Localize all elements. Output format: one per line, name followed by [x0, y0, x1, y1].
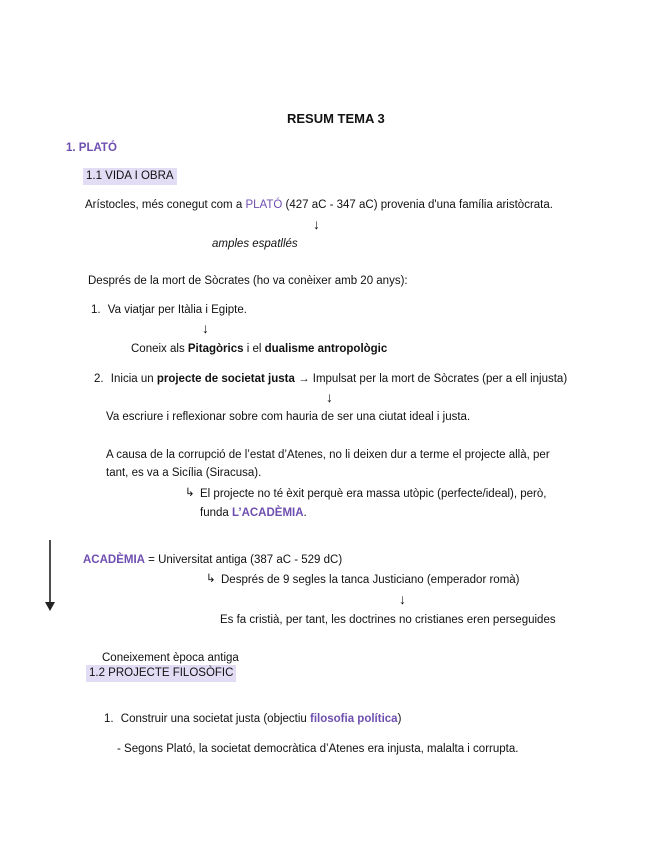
knowledge-note: Coneixement època antiga [102, 652, 239, 664]
utopic-pre: funda [200, 507, 232, 519]
bio-pre: Arístocles, més conegut com a [85, 199, 246, 211]
item-2-pre: Inicia un [110, 373, 157, 385]
christian-line: Es fa cristià, per tant, les doctrines no cristianes eren perseguides [220, 614, 556, 626]
bio-post: (427 aC - 347 aC) provenia d'una família aristòcrata. [282, 199, 553, 211]
proj-item-1 [104, 712, 401, 727]
item-2-num: 2. [94, 373, 104, 385]
item-1-sub-pre: Coneix als [131, 343, 188, 355]
document-title: RESUM TEMA 3 [287, 111, 385, 126]
proj-item-1-sub: - Segons Plató, la societat democràtica d’Atenes era injusta, malalta i corrupta. [117, 743, 519, 755]
item-2-bold: projecte de societat justa [156, 373, 295, 385]
timeline-arrow-icon [44, 540, 56, 612]
item-1-num: 1. [91, 304, 101, 316]
intro-death: Després de la mort de Sòcrates (ho va conèixer amb 20 anys): [88, 275, 408, 287]
item-2-sub: Va escriure i reflexionar sobre com hauria de ser una ciutat ideal i justa. [106, 411, 471, 423]
bio-line [85, 198, 553, 213]
academia-line [83, 553, 342, 568]
corruption-line-2: tant, es va a Sicília (Siracusa). [106, 467, 262, 479]
hook-arrow-1: ↳ [185, 487, 195, 499]
down-arrow-1: ↓ [313, 216, 320, 232]
item-1-sub-mid: i el [243, 343, 265, 355]
item-1 [91, 303, 247, 318]
item-1-sub-bold: Pitagòrics [187, 343, 244, 355]
down-arrow-2: ↓ [202, 320, 209, 336]
down-arrow-4: ↓ [399, 591, 406, 607]
proj-item-1-post: ) [397, 713, 402, 725]
proj-item-1-num: 1. [104, 713, 114, 725]
ample-note: amples espatllés [212, 238, 298, 250]
heading-projecte: 1.2 PROJECTE FILOSÒFIC [86, 665, 236, 682]
utopic-line-2 [200, 506, 307, 521]
academia-label: ACADÈMIA [83, 554, 145, 566]
corruption-line-1: A causa de la corrupció de l’estat d’Atenes, no li deixen dur a terme el projecte allà, per [106, 449, 550, 461]
utopic-line-1: El projecte no té èxit perquè era massa utòpic (perfecte/ideal), però, [200, 488, 547, 500]
down-arrow-3: ↓ [326, 389, 333, 405]
heading-vida-obra: 1.1 VIDA I OBRA [83, 168, 177, 185]
proj-item-1-pre: Construir una societat justa (objectiu [120, 713, 311, 725]
academia-def: = Universitat antiga (387 aC - 529 dC) [144, 554, 343, 566]
item-1-sub [131, 342, 387, 357]
item-1-text: Va viatjar per Itàlia i Egipte. [107, 304, 247, 316]
utopic-post: . [303, 507, 307, 519]
justinian-line: Després de 9 segles la tanca Justiciano (emperador romà) [221, 574, 520, 586]
academy-link: L’ACADÈMIA [231, 507, 304, 519]
bio-name: PLATÓ [245, 199, 283, 211]
hook-arrow-2: ↳ [206, 573, 216, 585]
item-1-sub-bold2: dualisme antropològic [264, 343, 388, 355]
item-2 [94, 372, 567, 387]
heading-plato: 1. PLATÓ [66, 142, 117, 154]
proj-item-1-bold: filosofia política [310, 713, 398, 725]
item-2-post: → Impulsat per la mort de Sòcrates (per a ell injusta) [294, 373, 568, 385]
